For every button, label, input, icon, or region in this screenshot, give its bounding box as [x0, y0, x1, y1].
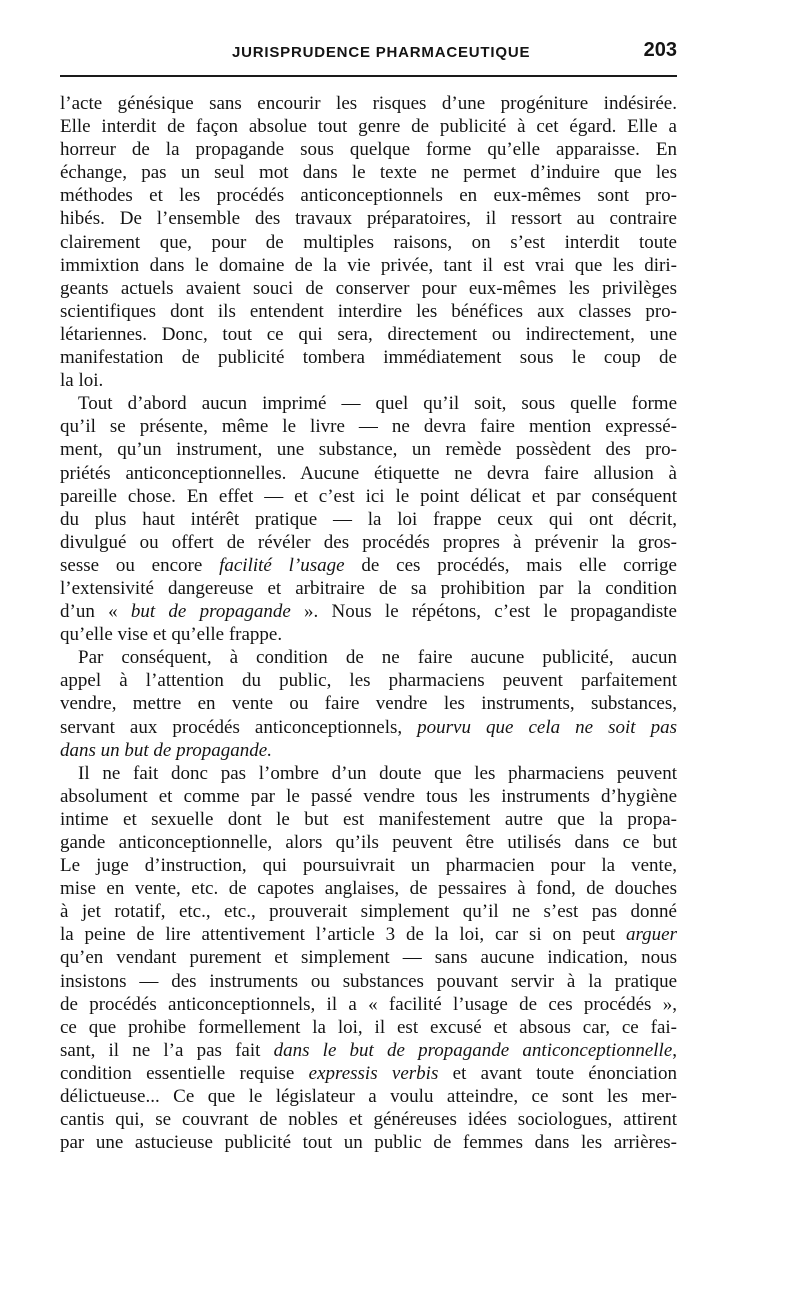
- text-segment: geants actuels avaient souci de conserver pour eux-mêmes les privilèges: [60, 277, 677, 299]
- header-rule: [60, 75, 677, 77]
- text-line: [60, 877, 677, 900]
- text-line: [60, 300, 677, 323]
- page-number: 203: [643, 39, 677, 61]
- text-segment: absolument et comme par le passé vendre tous les instruments d’hygiène: [60, 785, 677, 807]
- italic-text: pourvu que cela ne soit pas: [417, 716, 677, 738]
- text-segment: clairement que, pour de multiples raisons, on s’est interdit toute: [60, 231, 677, 253]
- italic-text: dans un but de propagande.: [60, 739, 272, 761]
- text-segment: l’extensivité dangereuse et arbitraire de sa prohibition par la condition: [60, 577, 677, 599]
- text-segment: par une astucieuse publicité tout un public de femmes dans les arrières-: [60, 1132, 677, 1154]
- text-line: [60, 1016, 677, 1039]
- text-line: [60, 808, 677, 831]
- text-segment: ,: [672, 1039, 678, 1061]
- text-segment: de procédés anticonceptionnels, il a « facilité l’usage de ces procédés »,: [60, 993, 677, 1015]
- text-line: [60, 646, 677, 669]
- text-line: [60, 323, 677, 346]
- text-line: [60, 1039, 677, 1062]
- text-line: [60, 277, 677, 300]
- text-line: [60, 1085, 677, 1108]
- running-head: JURISPRUDENCE PHARMACEUTIQUE: [232, 44, 531, 61]
- text-line: [60, 369, 677, 392]
- text-line: [60, 993, 677, 1016]
- text-segment: de ces procédés, mais elle corrige: [344, 554, 677, 576]
- text-line: [60, 946, 677, 969]
- text-segment: servant aux procédés anticonceptionnels,: [60, 716, 418, 738]
- text-segment: d’un «: [60, 601, 131, 623]
- text-line: [60, 831, 677, 854]
- text-line: [60, 92, 677, 115]
- text-segment: cantis qui, se couvrant de nobles et généreuses idées sociologues, attirent: [60, 1109, 677, 1131]
- text-line: [60, 346, 677, 369]
- italic-text: expressis verbis: [308, 1062, 439, 1084]
- text-segment: Il ne fait donc pas l’ombre d’un doute que les pharmaciens peuvent: [78, 762, 677, 784]
- text-segment: la peine de lire attentivement l’article 3 de la loi, car si on peut: [60, 924, 626, 946]
- text-segment: échange, pas un seul mot dans le texte ne permet d’induire que les: [60, 162, 677, 184]
- text-line: [60, 531, 677, 554]
- text-segment: et avant toute énonciation: [438, 1062, 677, 1084]
- text-line: [60, 554, 677, 577]
- text-segment: du plus haut intérêt pratique — la loi frappe ceux qui ont décrit,: [60, 508, 677, 530]
- text-segment: sant, il ne l’a pas fait: [60, 1039, 274, 1061]
- text-segment: divulgué ou offert de révéler des procédés propres à prévenir la gros-: [60, 531, 677, 553]
- text-segment: ment, qu’un instrument, une substance, un remède possèdent des pro-: [60, 439, 677, 461]
- italic-text: dans le but de propagande anticonceptionnelle: [273, 1039, 673, 1061]
- text-line: [60, 600, 677, 623]
- text-line: [60, 1131, 677, 1154]
- text-segment: Le juge d’instruction, qui poursuivrait un pharmacien pour la vente,: [60, 855, 677, 877]
- text-line: [60, 138, 677, 161]
- text-line: [60, 438, 677, 461]
- text-line: [60, 161, 677, 184]
- text-segment: vendre, mettre en vente ou faire vendre les instruments, substances,: [60, 693, 677, 715]
- text-line: [60, 854, 677, 877]
- text-segment: sesse ou encore: [60, 554, 220, 576]
- text-line: [60, 785, 677, 808]
- text-line: [60, 970, 677, 993]
- text-segment: qu’elle vise et qu’elle frappe.: [60, 624, 283, 646]
- text-line: [60, 184, 677, 207]
- text-line: [60, 900, 677, 923]
- text-segment: qu’en vendant purement et simplement — sans aucune indication, nous: [60, 947, 677, 969]
- text-segment: l’acte génésique sans encourir les risques d’une progéniture indésirée.: [60, 93, 677, 114]
- body-text: [60, 92, 677, 1154]
- text-segment: horreur de la propagande sous quelque forme qu’elle apparaisse. En: [60, 139, 677, 161]
- text-segment: à jet rotatif, etc., etc., prouverait simplement qu’il ne s’est pas donné: [60, 901, 677, 923]
- text-line: [60, 231, 677, 254]
- text-segment: délictueuse... Ce que le législateur a voulu atteindre, ce sont les mer-: [60, 1086, 677, 1108]
- text-segment: Tout d’abord aucun imprimé — quel qu’il soit, sous quelle forme: [78, 393, 677, 415]
- text-segment: Elle interdit de façon absolue tout genre de publicité à cet égard. Elle a: [60, 116, 677, 138]
- text-segment: immixtion dans le domaine de la vie privée, tant il est vrai que les diri-: [60, 254, 677, 276]
- text-line: [60, 716, 677, 739]
- text-segment: qu’il se présente, même le livre — ne devra faire mention expressé-: [60, 416, 677, 438]
- text-segment: pareille chose. En effet — et c’est ici le point délicat et par conséquent: [60, 485, 677, 507]
- text-segment: ». Nous le répétons, c’est le propagandiste: [290, 601, 677, 623]
- text-segment: gande anticonceptionnelle, alors qu’ils peuvent être utilisés dans ce but: [60, 832, 677, 853]
- text-line: [60, 462, 677, 485]
- text-segment: scientifiques dont ils entendent interdire les bénéfices aux classes pro-: [60, 300, 677, 322]
- text-segment: appel à l’attention du public, les pharmaciens peuvent parfaitement: [60, 670, 677, 692]
- text-line: [60, 623, 677, 646]
- text-segment: insistons — des instruments ou substances pouvant servir à la pratique: [60, 970, 677, 992]
- text-line: [60, 923, 677, 946]
- italic-text: arguer: [625, 924, 677, 946]
- text-segment: méthodes et les procédés anticonceptionnels en eux-mêmes sont pro-: [60, 185, 677, 207]
- text-segment: ce que prohibe formellement la loi, il est excusé et absous car, ce fai-: [60, 1016, 677, 1038]
- text-line: [60, 1108, 677, 1131]
- text-segment: manifestation de publicité tombera immédiatement sous le coup de: [60, 347, 677, 369]
- italic-text: but de propagande: [130, 601, 291, 623]
- text-line: [60, 1062, 677, 1085]
- text-segment: mise en vente, etc. de capotes anglaises, de pessaires à fond, de douches: [60, 878, 677, 900]
- text-segment: la loi.: [60, 370, 104, 392]
- text-segment: condition essentielle requise: [60, 1062, 309, 1084]
- text-segment: hibés. De l’ensemble des travaux préparatoires, il ressort au contraire: [60, 208, 677, 230]
- text-line: [60, 115, 677, 138]
- text-line: [60, 415, 677, 438]
- text-line: [60, 508, 677, 531]
- text-segment: priétés anticonceptionnelles. Aucune étiquette ne devra faire allusion à: [60, 462, 677, 484]
- text-line: [60, 762, 677, 785]
- text-segment: intime et sexuelle dont le but est manifestement autre que la propa-: [60, 808, 677, 830]
- text-segment: létariennes. Donc, tout ce qui sera, directement ou indirectement, une: [60, 323, 677, 345]
- text-line: [60, 392, 677, 415]
- page-header: [60, 39, 677, 66]
- text-line: [60, 485, 677, 508]
- text-line: [60, 692, 677, 715]
- text-line: [60, 669, 677, 692]
- text-line: [60, 739, 677, 762]
- text-line: [60, 207, 677, 230]
- text-segment: Par conséquent, à condition de ne faire aucune publicité, aucun: [78, 647, 677, 669]
- text-line: [60, 254, 677, 277]
- italic-text: facilité l’usage: [219, 554, 345, 576]
- text-line: [60, 577, 677, 600]
